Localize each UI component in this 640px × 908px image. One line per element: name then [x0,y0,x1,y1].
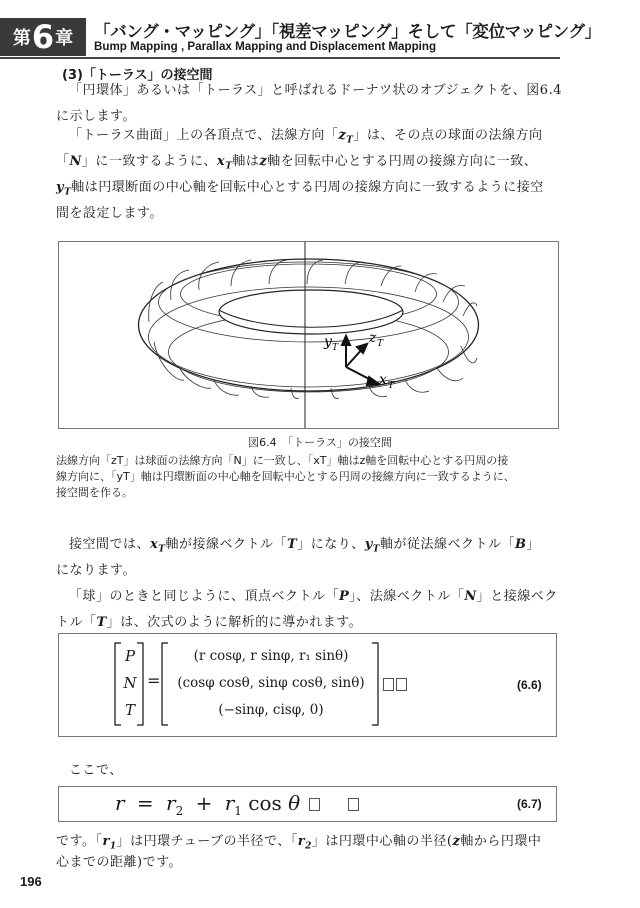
para1-line1: 「円環体」あるいは「トーラス」と呼ばれるドーナツ状のオブジェクトを、図6.4 [69,83,562,98]
header-rule [0,57,560,59]
para2-line1: 「トーラス曲面」上の各頂点で、法線方向「$z_T$」は、その点の球面の法線方向 [69,128,543,146]
eq66-lhs [122,643,138,724]
label-y-sub: T [332,343,339,353]
figure-desc-line2: 線方向に、「yT」軸は円環断面の中心軸を回転中心とする円周の接線方向に一致するように、 [56,470,515,483]
label-y-axis: y [324,334,332,350]
eq66-number: (6.6) [517,678,542,692]
chapter-title: 「バング・マッピング」「視差マッピング」そして「変位マッピング」 [94,22,601,41]
torus-illustration [59,242,558,428]
chapter-badge [0,18,86,56]
eq66-rhs-row3: (−sinφ, cisφ, 0) [218,702,324,718]
eq66-rhs-row1: (r cosφ, r sinφ, r₁ sinθ) [193,648,349,664]
eq66-lhs-n: N [123,674,137,692]
para3-line1: 接空間では、$x_T$軸が接線ベクトル「T」になり、$y_T$軸が従法線ベクトル「B」 [69,537,540,555]
eq66-equals: = [147,671,161,690]
eq67-expression: $r = r_2 + r_1$ cos θ [115,791,359,818]
eq66-rhs-row2: (cosφ cosθ, sinφ cosθ, sinθ) [177,675,365,691]
equation-6-6 [58,633,557,737]
para2-line4: 間を設定します。 [56,206,163,221]
figure-desc-line1: 法線方向「zT」は球面の法線方向「N」に一致し、「xT」軸はz軸を回転中心とする円周の接 [56,454,509,467]
paragraph-4 [56,758,566,784]
paragraph-5 [56,829,566,876]
chapter-prefix: 第 [12,28,31,49]
chapter-header [0,0,640,60]
label-z-axis: z [369,330,377,346]
equation-6-7 [58,786,557,822]
chapter-number: 6 [31,18,55,56]
eq66-rhs [169,643,373,724]
para4-line: ここで、 [69,763,123,778]
eq66-placeholder-glyphs [381,675,407,694]
chapter-subtitle: Bump Mapping , Parallax Mapping and Displacement Mapping [94,40,437,53]
para5-line2: 心までの距離)です。 [56,855,183,870]
label-z-sub: T [377,339,384,349]
paragraph-3 [56,532,566,636]
eq66-lhs-t: T [124,701,135,719]
label-x-sub: T [388,381,395,391]
eq67-number: (6.7) [517,797,542,811]
figure-desc-line3: 接空間を作る。 [56,486,133,499]
page-number: 196 [20,874,42,889]
paragraph-2 [56,123,566,227]
para2-line2: 「N」に一致するように、$x_T$軸はz軸を回転中心とする円周の接線方向に一致、 [56,154,538,172]
para3-line3: 「球」のときと同じように、頂点ベクトル「P」、法線ベクトル「N」と接線ベク [69,589,558,604]
eq66-lhs-p: P [124,647,136,665]
para2-line3: $y_T$軸は円環断面の中心軸を回転中心とする円周の接線方向に一致するように接空 [56,180,544,198]
figure-caption: 図6.4 「トーラス」の接空間 [248,436,392,449]
para3-line4: トル「T」は、次式のように解析的に導かれます。 [56,615,363,630]
torus-figure [58,241,559,429]
chapter-suffix: 章 [55,28,74,49]
para5-line1: です。「$r_1$」は円環チューブの半径で、「$r_2$」は円環中心軸の半径(z軸から円環中 [56,834,542,852]
label-x-axis: x [379,372,387,388]
figure-description [56,453,576,501]
section-heading: (3)「トーラス」の接空間 [62,68,213,83]
para3-line2: になります。 [56,563,136,578]
para1-line2: に示します。 [56,109,136,124]
